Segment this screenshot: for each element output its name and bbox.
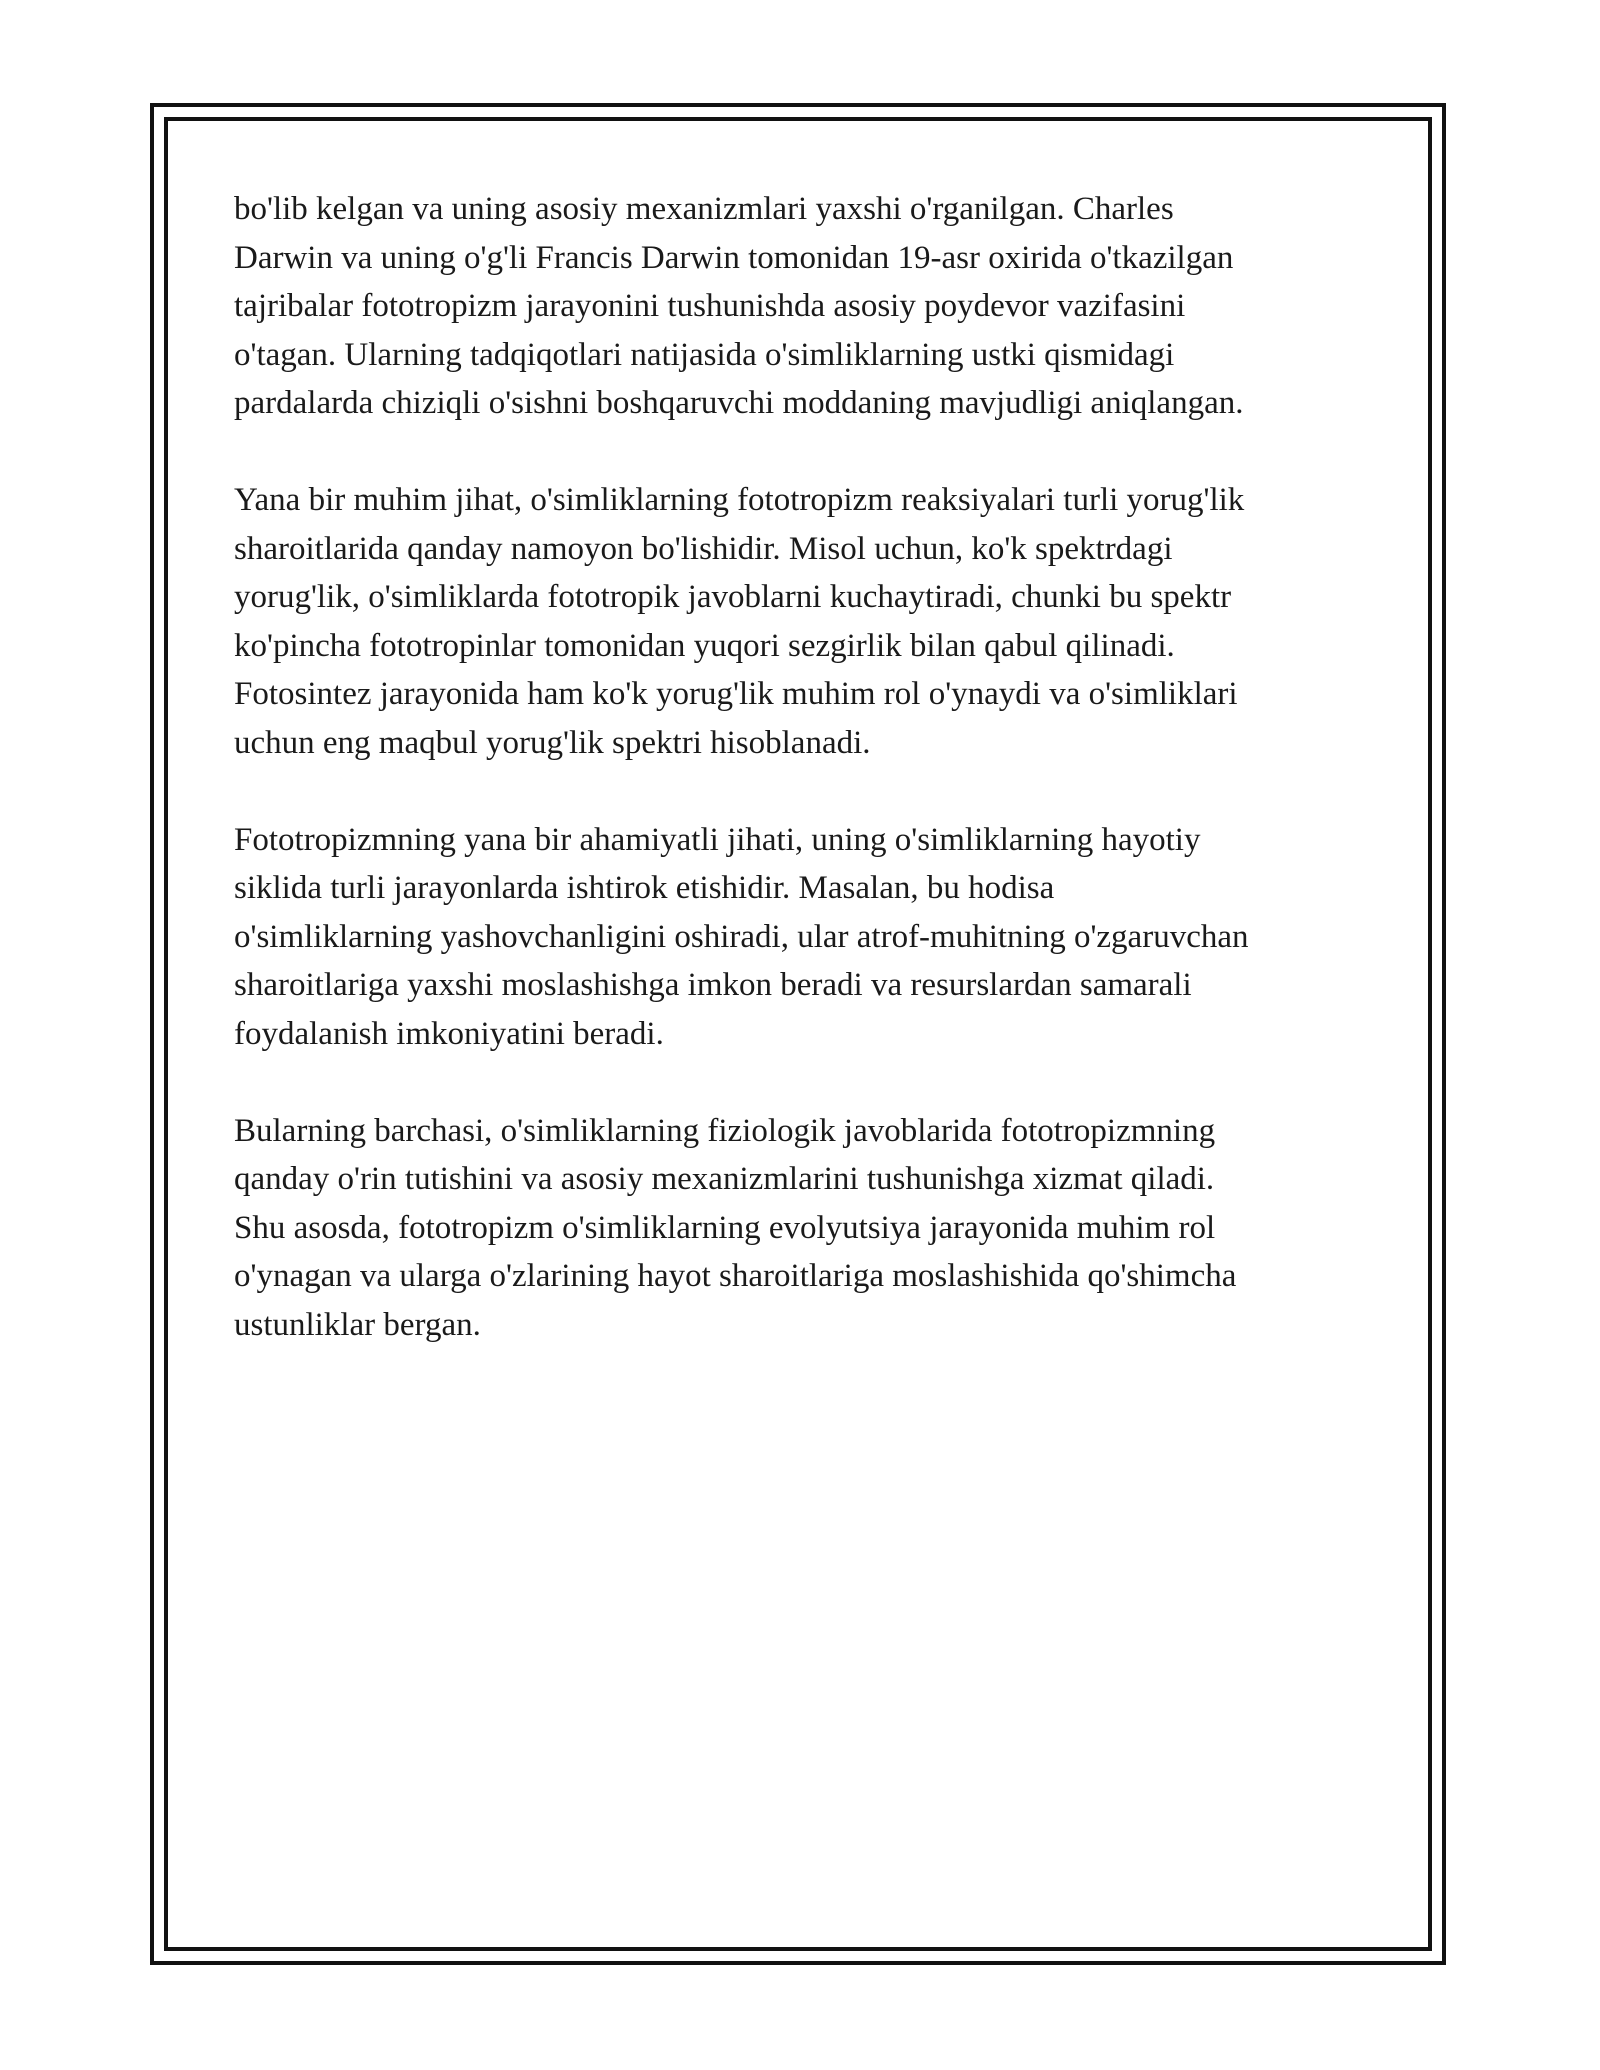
paragraph-line: Yana bir muhim jihat, o'simliklarning fototropizm reaksiyalari turli yorug'lik: [234, 482, 1245, 518]
paragraph-line: Bularning barchasi, o'simliklarning fiziologik javoblarida fototropizmning: [234, 1112, 1216, 1149]
paragraph-line: siklida turli jarayonlarda ishtirok etishidir. Masalan, bu hodisa: [234, 870, 1055, 906]
paragraph-line: foydalanish imkoniyatini beradi.: [234, 1015, 664, 1052]
paragraph-line: tajribalar fototropizm jarayonini tushunishda asosiy poydevor vazifasini: [234, 288, 1186, 324]
paragraph-line: yorug'lik, o'simliklarda fototropik javoblarni kuchaytiradi, chunki bu spektr: [234, 579, 1232, 615]
paragraph-line: uchun eng maqbul yorug'lik spektri hisoblanadi.: [234, 724, 871, 761]
paragraph-line: o'tagan. Ularning tadqiqotlari natijasida o'simliklarning ustki qismidagi: [234, 336, 1175, 373]
paragraph-line: o'ynagan va ularga o'zlarining hayot sharoitlariga moslashishida qo'shimcha: [234, 1258, 1237, 1294]
paragraph-line: ustunliklar bergan.: [234, 1306, 481, 1343]
paragraph-line: ko'pincha fototropinlar tomonidan yuqori sezgirlik bilan qabul qilinadi.: [234, 627, 1175, 664]
paragraph-4: [234, 1107, 1374, 1350]
paragraph-line: Shu asosda, fototropizm o'simliklarning evolyutsiya jarayonida muhim rol: [234, 1209, 1216, 1246]
document-body: [234, 185, 1374, 1398]
paragraph-3: [234, 816, 1374, 1059]
paragraph-1: [234, 185, 1374, 428]
paragraph-line: sharoitlarida qanday namoyon bo'lishidir. Misol uchun, ko'k spektrdagi: [234, 530, 1173, 567]
paragraph-line: Fototropizmning yana bir ahamiyatli jihati, uning o'simliklarning hayotiy: [234, 821, 1201, 858]
paragraph-line: pardalarda chiziqli o'sishni boshqaruvchi moddaning mavjudligi aniqlangan.: [234, 385, 1244, 421]
paragraph-line: sharoitlariga yaxshi moslashishga imkon beradi va resurslardan samarali: [234, 967, 1192, 1003]
paragraph-line: qanday o'rin tutishini va asosiy mexanizmlarini tushunishga xizmat qiladi.: [234, 1161, 1215, 1197]
paragraph-line: o'simliklarning yashovchanligini oshiradi, ular atrof-muhitning o'zgaruvchan: [234, 918, 1249, 955]
paragraph-line: Fotosintez jarayonida ham ko'k yorug'lik muhim rol o'ynaydi va o'simliklari: [234, 676, 1238, 712]
paragraph-line: bo'lib kelgan va uning asosiy mexanizmlari yaxshi o'rganilgan. Charles: [234, 191, 1174, 227]
paragraph-2: [234, 476, 1374, 767]
paragraph-line: Darwin va uning o'g'li Francis Darwin tomonidan 19-asr oxirida o'tkazilgan: [234, 239, 1234, 276]
